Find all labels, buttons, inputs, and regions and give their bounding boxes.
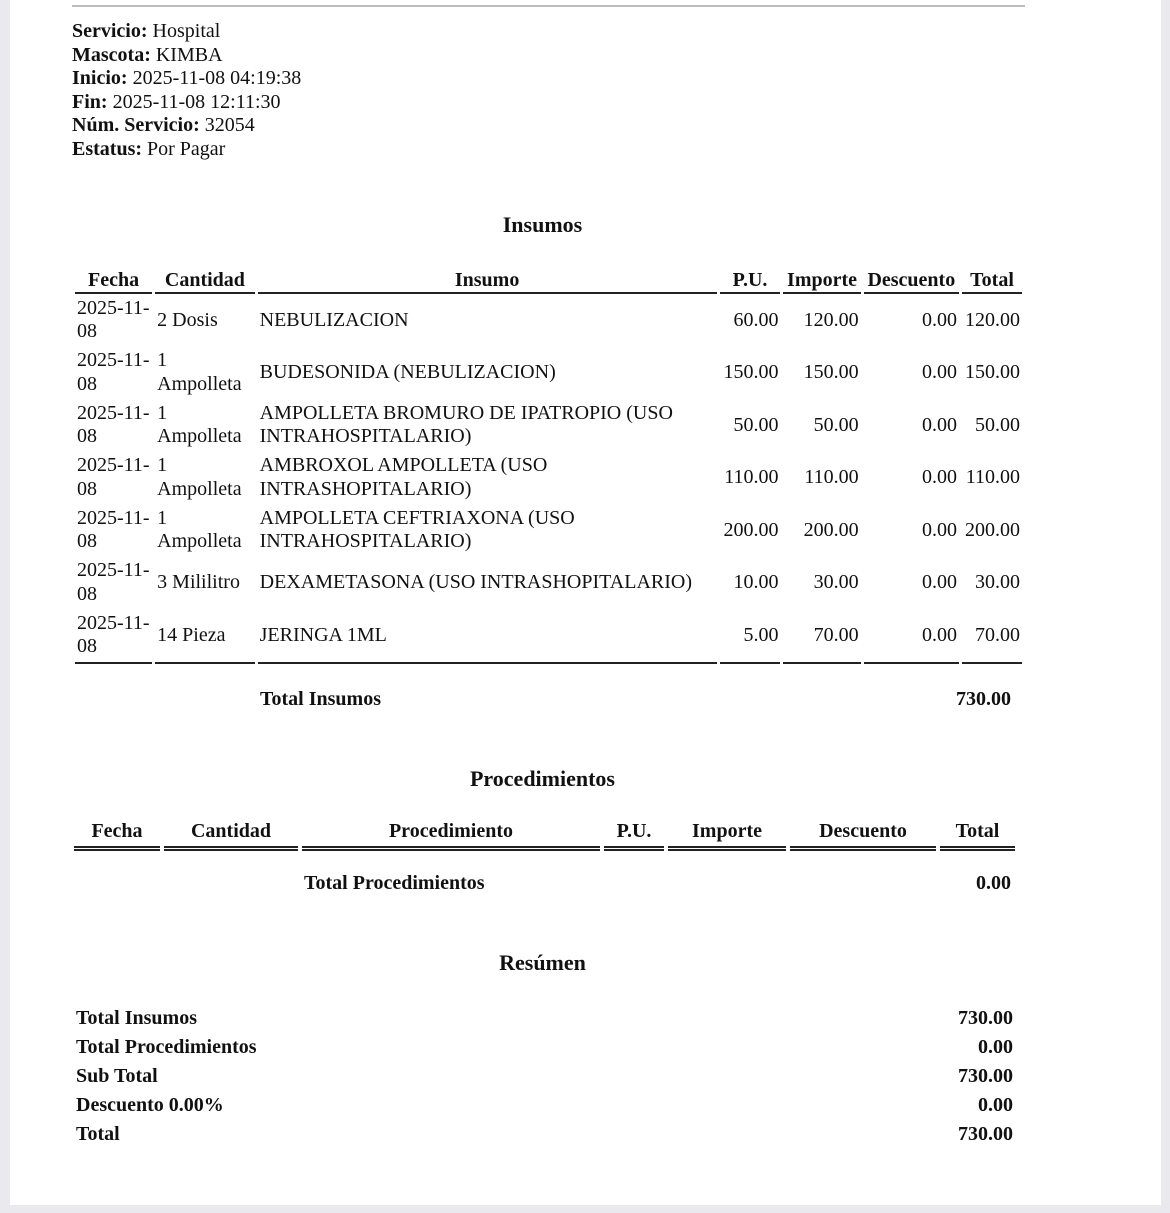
row-importe: 110.00 — [804, 466, 859, 488]
total-procedimientos-value: 0.00 — [976, 872, 1011, 894]
row-total: 70.00 — [962, 609, 1022, 664]
proc-col-fecha: Fecha — [74, 820, 160, 851]
resumen-row: Sub Total 730.00 — [76, 1065, 1013, 1087]
info-inicio: Inicio: 2025-11-08 04:19:38 — [72, 67, 302, 90]
row-fecha: 2025-11-08 — [75, 609, 152, 664]
row-pu: 5.00 — [720, 609, 781, 664]
resumen-row: Total Procedimientos 0.00 — [76, 1036, 1013, 1058]
resumen-table — [76, 1004, 1013, 1149]
info-estatus: Estatus: Por Pagar — [72, 137, 226, 160]
table-row — [75, 347, 1022, 400]
row-descuento: 0.00 — [922, 571, 958, 593]
insumos-header-row — [75, 266, 1022, 294]
row-descuento: 0.00 — [922, 518, 958, 541]
table-row — [75, 294, 1022, 347]
document-page — [10, 0, 1161, 1205]
row-insumo: BUDESONIDA (NEBULIZACION) — [259, 361, 556, 383]
proc-col-importe: Importe — [668, 820, 786, 851]
row-insumo: AMPOLLETA CEFTRIAXONA (USO INTRAHOSPITALARIO) — [259, 506, 575, 553]
resumen-row: Descuento 0.00% 0.00 — [76, 1094, 1013, 1116]
info-servicio: Servicio: Hospital — [72, 20, 221, 42]
row-total: 30.00 — [975, 571, 1020, 593]
row-pu: 200.00 — [723, 518, 779, 541]
col-descuento: Descuento — [864, 266, 959, 294]
row-total: 120.00 — [965, 308, 1020, 331]
insumos-table — [72, 266, 1025, 664]
col-insumo: Insumo — [258, 266, 717, 294]
row-descuento: 0.00 — [922, 413, 958, 436]
row-descuento: 0.00 — [922, 361, 958, 383]
row-pu: 150.00 — [723, 361, 779, 383]
row-insumo: AMBROXOL AMPOLLETA (USO INTRASHOPITALARIO) — [259, 454, 548, 500]
info-fin: Fin: 2025-11-08 12:11:30 — [72, 90, 281, 113]
col-cantidad: Cantidad — [155, 266, 254, 294]
total-insumos-value: 730.00 — [956, 688, 1011, 710]
row-cantidad: 1 Ampolleta — [157, 401, 242, 448]
row-pu: 110.00 — [724, 466, 779, 488]
row-cantidad: 2 Dosis — [157, 308, 218, 331]
table-row — [75, 504, 1022, 557]
row-total: 50.00 — [975, 413, 1020, 436]
info-mascota: Mascota: KIMBA — [72, 43, 223, 66]
row-pu: 10.00 — [733, 571, 779, 593]
row-importe: 30.00 — [813, 571, 859, 593]
row-fecha: 2025-11-08 — [77, 559, 150, 605]
service-info — [72, 20, 301, 162]
row-total: 150.00 — [965, 361, 1020, 383]
row-descuento: 0.00 — [922, 308, 958, 331]
procedimientos-table-header — [72, 820, 1025, 850]
row-cantidad: 1 Ampolleta — [157, 349, 242, 395]
row-insumo: AMPOLLETA BROMURO DE IPATROPIO (USO INTRAHOSPITALARIO) — [259, 401, 673, 448]
proc-col-descuento: Descuento — [790, 820, 936, 851]
row-pu: 60.00 — [733, 308, 779, 331]
row-fecha: 2025-11-08 — [77, 401, 150, 448]
info-num-servicio: Núm. Servicio: 32054 — [72, 114, 255, 137]
table-row — [75, 399, 1022, 452]
total-procedimientos-label: Total Procedimientos — [304, 872, 485, 894]
row-fecha: 2025-11-08 — [77, 296, 150, 343]
row-insumo: JERINGA 1ML — [258, 609, 717, 664]
row-importe: 120.00 — [803, 308, 859, 331]
table-row — [75, 452, 1022, 505]
row-importe: 200.00 — [803, 518, 859, 541]
insumos-title: Insumos — [502, 212, 583, 237]
total-insumos-label: Total Insumos — [260, 688, 381, 710]
row-fecha: 2025-11-08 — [77, 506, 150, 553]
row-importe: 50.00 — [813, 413, 859, 436]
col-fecha: Fecha — [75, 266, 152, 294]
proc-col-procedimiento: Procedimiento — [302, 820, 600, 851]
resumen-row: Total Insumos 730.00 — [76, 1007, 1013, 1029]
proc-col-pu: P.U. — [604, 820, 664, 851]
row-importe: 150.00 — [803, 361, 859, 383]
proc-col-total: Total — [940, 820, 1015, 851]
col-total: Total — [962, 266, 1022, 294]
row-fecha: 2025-11-08 — [77, 454, 150, 500]
row-importe: 70.00 — [783, 609, 860, 664]
row-insumo: NEBULIZACION — [259, 308, 409, 331]
row-cantidad: 1 Ampolleta — [157, 506, 242, 553]
row-fecha: 2025-11-08 — [77, 349, 150, 395]
row-pu: 50.00 — [733, 413, 779, 436]
row-cantidad: 14 Pieza — [155, 609, 254, 664]
row-descuento: 0.00 — [864, 609, 959, 664]
procedimientos-title: Procedimientos — [469, 766, 615, 791]
table-row — [75, 609, 1022, 664]
resumen-row: Total 730.00 — [76, 1123, 1013, 1145]
row-insumo: DEXAMETASONA (USO INTRASHOPITALARIO) — [259, 571, 692, 593]
row-cantidad: 1 Ampolleta — [157, 454, 242, 500]
col-importe: Importe — [783, 266, 860, 294]
table-row — [75, 557, 1022, 610]
col-pu: P.U. — [720, 266, 781, 294]
row-total: 110.00 — [965, 466, 1020, 488]
row-total: 200.00 — [965, 518, 1020, 541]
row-descuento: 0.00 — [922, 466, 958, 488]
row-cantidad: 3 Mililitro — [157, 571, 240, 593]
resumen-title: Resúmen — [499, 950, 586, 975]
proc-col-cantidad: Cantidad — [164, 820, 298, 851]
top-divider — [72, 5, 1025, 7]
